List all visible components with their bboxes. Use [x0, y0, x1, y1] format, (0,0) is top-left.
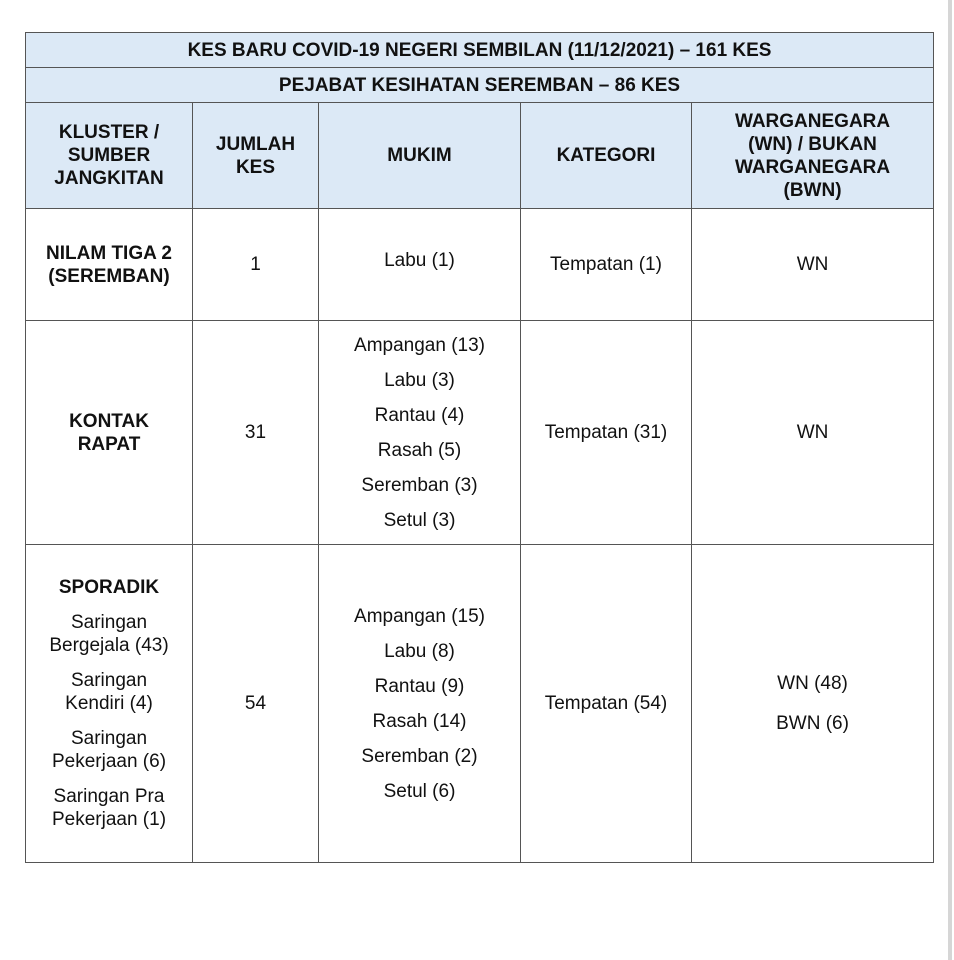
sporadik-title: SPORADIK [58, 577, 160, 598]
jumlah-cell: 31 [193, 321, 319, 545]
table-subtitle: PEJABAT KESIHATAN SEREMBAN – 86 KES [26, 68, 934, 103]
wn-cell: WN [692, 321, 934, 545]
sporadik-item: Saringan Kendiri (4) [65, 670, 153, 714]
sporadik-item: Saringan Pekerjaan (6) [51, 728, 167, 772]
mukim-item: Setul (3) [383, 509, 456, 531]
mukim-item: Setul (6) [383, 780, 456, 802]
header-row [26, 103, 934, 209]
mukim-cell [319, 321, 521, 545]
kluster-cell: KONTAK RAPAT [26, 321, 193, 545]
table-row [26, 321, 934, 545]
table-row [26, 545, 934, 863]
mukim-item: Ampangan (15) [354, 605, 485, 627]
page-edge [948, 0, 952, 960]
mukim-item: Rasah (14) [372, 710, 467, 732]
header-warganegara: WARGANEGARA (WN) / BUKAN WARGANEGARA (BWN) [692, 103, 934, 209]
wn-item: WN (48) [777, 672, 848, 694]
kategori-cell: Tempatan (54) [521, 545, 692, 863]
wn-item: BWN (6) [776, 712, 849, 734]
header-jumlah-kes: JUMLAH KES [193, 103, 319, 209]
sporadik-item: Saringan Bergejala (43) [49, 612, 169, 656]
mukim-item: Seremban (2) [361, 745, 478, 767]
mukim-item: Labu (8) [384, 640, 455, 662]
kategori-cell: Tempatan (1) [521, 209, 692, 321]
mukim-item: Labu (3) [384, 369, 455, 391]
wn-cell: WN [692, 209, 934, 321]
kategori-cell: Tempatan (31) [521, 321, 692, 545]
header-mukim: MUKIM [319, 103, 521, 209]
header-kluster: KLUSTER / SUMBER JANGKITAN [26, 103, 193, 209]
table-title: KES BARU COVID-19 NEGERI SEMBILAN (11/12/2021) – 161 KES [26, 33, 934, 68]
jumlah-cell: 54 [193, 545, 319, 863]
mukim-item: Rantau (9) [374, 675, 465, 697]
kluster-cell [26, 545, 193, 863]
table-row [26, 209, 934, 321]
sporadik-item: Saringan Pra Pekerjaan (1) [51, 786, 167, 830]
mukim-cell: Labu (1) [319, 209, 521, 321]
mukim-item: Ampangan (13) [354, 334, 485, 356]
mukim-item: Rasah (5) [377, 439, 462, 461]
mukim-item: Seremban (3) [361, 474, 478, 496]
kluster-cell: NILAM TIGA 2 (SEREMBAN) [26, 209, 193, 321]
mukim-cell [319, 545, 521, 863]
covid-cases-table [25, 32, 934, 863]
jumlah-cell: 1 [193, 209, 319, 321]
mukim-item: Rantau (4) [374, 404, 465, 426]
wn-cell [692, 545, 934, 863]
header-kategori: KATEGORI [521, 103, 692, 209]
